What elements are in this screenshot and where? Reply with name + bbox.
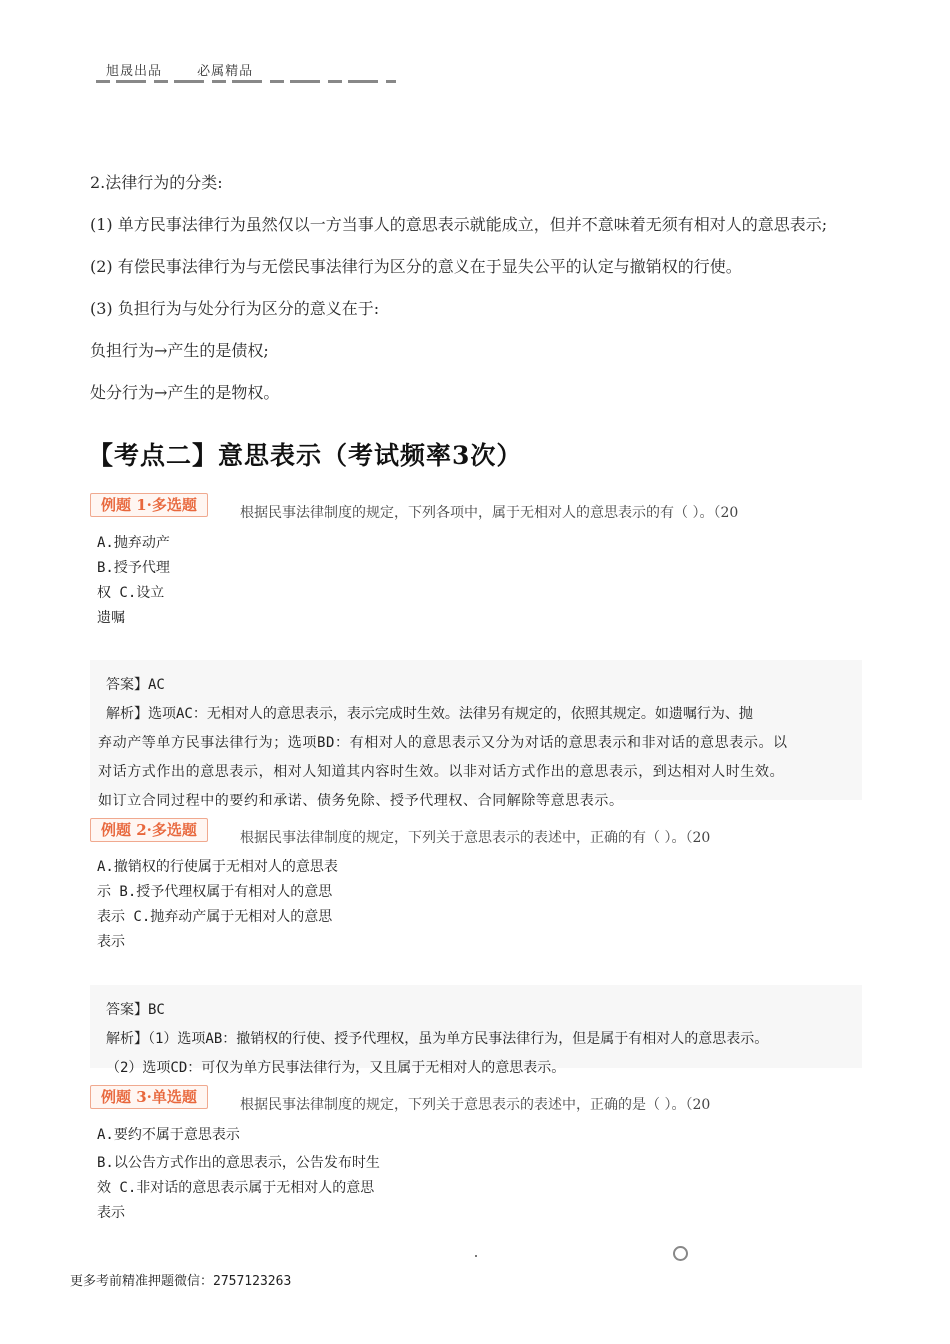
option: B.以公告方式作出的意思表示，公告发布时生 xyxy=(97,1155,380,1171)
section-title: 【考点二】意思表示（考试频率3次） xyxy=(88,441,523,470)
content-item: 负担行为→产生的是债权; xyxy=(90,341,269,360)
option: 示 B.授予代理权属于有相对人的意思 xyxy=(97,884,333,900)
header-brand xyxy=(106,60,283,79)
explanation-line: 对话方式作出的意思表示，相对人知道其内容时生效。以非对话方式作出的意思表示，到达相对人时生效。 xyxy=(98,764,785,780)
brand-left: 旭晟出品 xyxy=(106,64,163,79)
answer-box xyxy=(90,660,862,809)
footer-text: 更多考前精准押题微信：2757123263 xyxy=(70,1274,292,1289)
explanation-line: 弃动产等单方民事法律行为；选项BD：有相对人的意思表示又分为对话的意思表示和非对话的意思表示。以 xyxy=(98,735,788,751)
option: 表示 xyxy=(97,934,125,950)
answer-text: 答案】BC xyxy=(106,1002,165,1018)
content-item: (1) 单方民事法律行为虽然仅以一方当事人的意思表示就能成立，但并不意味着无须有相对人的意思表示; xyxy=(90,215,828,234)
content-item: (2) 有偿民事法律行为与无偿民事法律行为区分的意义在于显失公平的认定与撤销权的行使。 xyxy=(90,257,742,276)
content-item: (3) 负担行为与处分行为区分的意义在于: xyxy=(90,299,380,318)
brand-right: 必属精品 xyxy=(197,64,254,79)
option: 权 C.设立 xyxy=(97,585,165,601)
answer-text: 答案】AC xyxy=(106,677,165,693)
header-divider xyxy=(96,80,396,83)
explanation-line: 解析】（1）选项AB：撤销权的行使、授予代理权，虽为单方民事法律行为，但是属于有相对人的意思表示。 xyxy=(106,1031,769,1047)
content-item: 处分行为→产生的是物权。 xyxy=(90,383,280,402)
circle-mark-icon xyxy=(673,1246,688,1261)
question-text-cut: 根据民事法律制度的规定，下列各项中，属于无相对人的意思表示的有（ ）。（20 xyxy=(240,505,739,521)
example-badge: 例题 3·单选题 xyxy=(90,1085,208,1109)
answer-box xyxy=(90,985,862,1076)
option: 表示 C.抛弃动产属于无相对人的意思 xyxy=(97,909,333,925)
content-heading: 2.法律行为的分类: xyxy=(90,173,223,192)
explanation-line: 如订立合同过程中的要约和承诺、债务免除、授予代理权、合同解除等意思表示。 xyxy=(98,793,624,809)
question-text-cut: 根据民事法律制度的规定，下列关于意思表示的表述中，正确的有（ ）。（20 xyxy=(240,830,711,846)
option: A.要约不属于意思表示 xyxy=(97,1127,240,1143)
scan-dot xyxy=(475,1255,477,1257)
option: 遗嘱 xyxy=(97,610,125,626)
explanation-line: 解析】选项AC：无相对人的意思表示，表示完成时生效。法律另有规定的，依照其规定。如遗嘱行为、抛 xyxy=(106,706,753,722)
option: 效 C.非对话的意思表示属于无相对人的意思 xyxy=(97,1180,375,1196)
question-text-cut: 根据民事法律制度的规定，下列关于意思表示的表述中，正确的是（ ）。（20 xyxy=(240,1097,711,1113)
option: B.授予代理 xyxy=(97,560,170,576)
example-badge: 例题 2·多选题 xyxy=(90,818,208,842)
option: A.撤销权的行使属于无相对人的意思表 xyxy=(97,859,338,875)
option: A.抛弃动产 xyxy=(97,535,170,551)
explanation-line: （2）选项CD：可仅为单方民事法律行为，又且属于无相对人的意思表示。 xyxy=(106,1060,566,1076)
example-badge: 例题 1·多选题 xyxy=(90,493,208,517)
option: 表示 xyxy=(97,1205,125,1221)
